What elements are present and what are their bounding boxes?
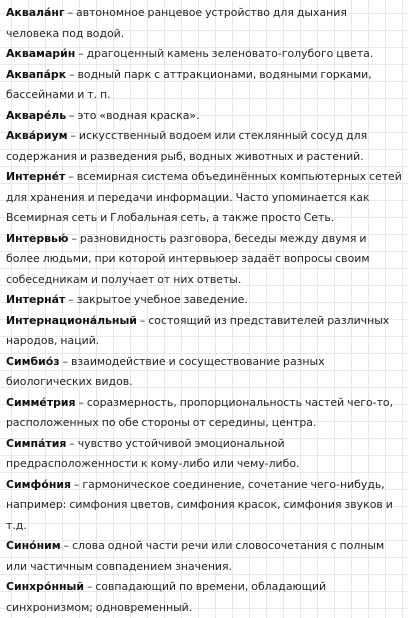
entry-definition: всемирная система объединённых компьютерных сетей для хранения и передачи информации. Часто упоминается как Всемирная сеть и Глобальная сеть, а также просто Сеть. [6, 170, 402, 224]
entry-definition: разновидность разговора, беседы между двумя и более людьми, при которой интервьюер задаёт вопросы своим собеседникам и получает от них ответы. [6, 231, 370, 286]
entry-definition: соразмерность, пропорциональность частей чего-то, расположенных по обе стороны от середины, центра. [6, 395, 394, 429]
entry-definition: совпадающий по времени, обладающий синхронизмом; одновременный. [6, 580, 327, 614]
entry-definition: драгоценный камень зеленовато-голубого цвета. [86, 47, 374, 60]
glossary-entry [6, 536, 402, 577]
entry-definition: состоящий из представителей различных народов, наций. [6, 313, 390, 347]
entry-term: Синхро́нный [6, 580, 84, 593]
glossary-entry [6, 475, 402, 537]
glossary-entry [6, 126, 402, 167]
entry-definition: закрытое учебное заведение. [76, 293, 248, 306]
glossary-entry [6, 393, 402, 434]
entry-term: Аквапа́рк [6, 67, 67, 81]
entry-definition: взаимодействие и сосуществование разных биологических видов. [6, 354, 325, 388]
entry-term: Симбио́з [6, 354, 60, 368]
glossary-entry [6, 434, 402, 475]
glossary-entry [6, 311, 402, 352]
glossary-entry [6, 352, 402, 393]
entry-separator: – [64, 6, 76, 19]
entry-definition: искусственный водоем или стеклянный сосуд для содержания и разведения рыб, водных животных и растений. [6, 129, 368, 163]
entry-definition: водный парк с аттракционами, водяными горками, бассейнами и т. п. [6, 67, 372, 101]
glossary-entry [6, 106, 402, 127]
entry-definition: гармоническое соединение, сочетание чего-нибудь, например: симфония цветов, симфония красок, симфония звуков и т.д. [6, 477, 393, 532]
entry-term: Интервью́ [6, 231, 69, 245]
glossary-entry [6, 290, 402, 311]
entry-separator: – [59, 354, 71, 368]
entry-term: Симпа́тия [6, 436, 67, 450]
entry-separator: – [83, 580, 96, 593]
entry-definition: слова одной части речи или словосочетания с полным или частичным совпадением значения. [6, 539, 385, 573]
entry-term: Симфо́ния [6, 477, 71, 491]
entry-separator: – [67, 129, 79, 142]
glossary-entry [6, 577, 402, 618]
entry-term: Симме́трия [6, 395, 76, 409]
entry-separator: – [60, 539, 73, 552]
glossary-entry [6, 65, 402, 106]
entry-term: Интерне́т [6, 170, 66, 183]
entry-term: Интернациона́льный [6, 313, 137, 327]
entry-separator: – [66, 436, 78, 450]
entry-separator: – [68, 231, 80, 245]
entry-separator: – [75, 395, 87, 409]
entry-definition: чувство устойчивой эмоциональной предрасположенности к кому-либо или чему-либо. [6, 436, 300, 470]
entry-term: Аквамари́н [6, 47, 76, 60]
glossary-entry [6, 44, 402, 65]
entry-term: Сино́ним [6, 539, 61, 552]
glossary-entry [6, 3, 402, 44]
entry-separator: – [65, 293, 77, 306]
entry-term: Аквала́нг [6, 6, 65, 19]
entry-definition: автономное ранцевое устройство для дыхания человека под водой. [6, 6, 347, 40]
entry-term: Аква́риум [6, 129, 68, 142]
entry-separator: – [66, 67, 78, 81]
entry-definition: это «водная краска». [77, 108, 200, 122]
glossary-entry [6, 167, 402, 229]
entry-separator: – [136, 313, 149, 327]
entry-term: Акваре́ль [6, 108, 67, 122]
entry-separator: – [66, 108, 78, 122]
entry-separator: – [65, 170, 77, 183]
entry-separator: – [70, 477, 83, 491]
entry-term: Интерна́т [6, 293, 66, 306]
glossary-entry [6, 229, 402, 291]
entry-separator: – [75, 47, 87, 60]
